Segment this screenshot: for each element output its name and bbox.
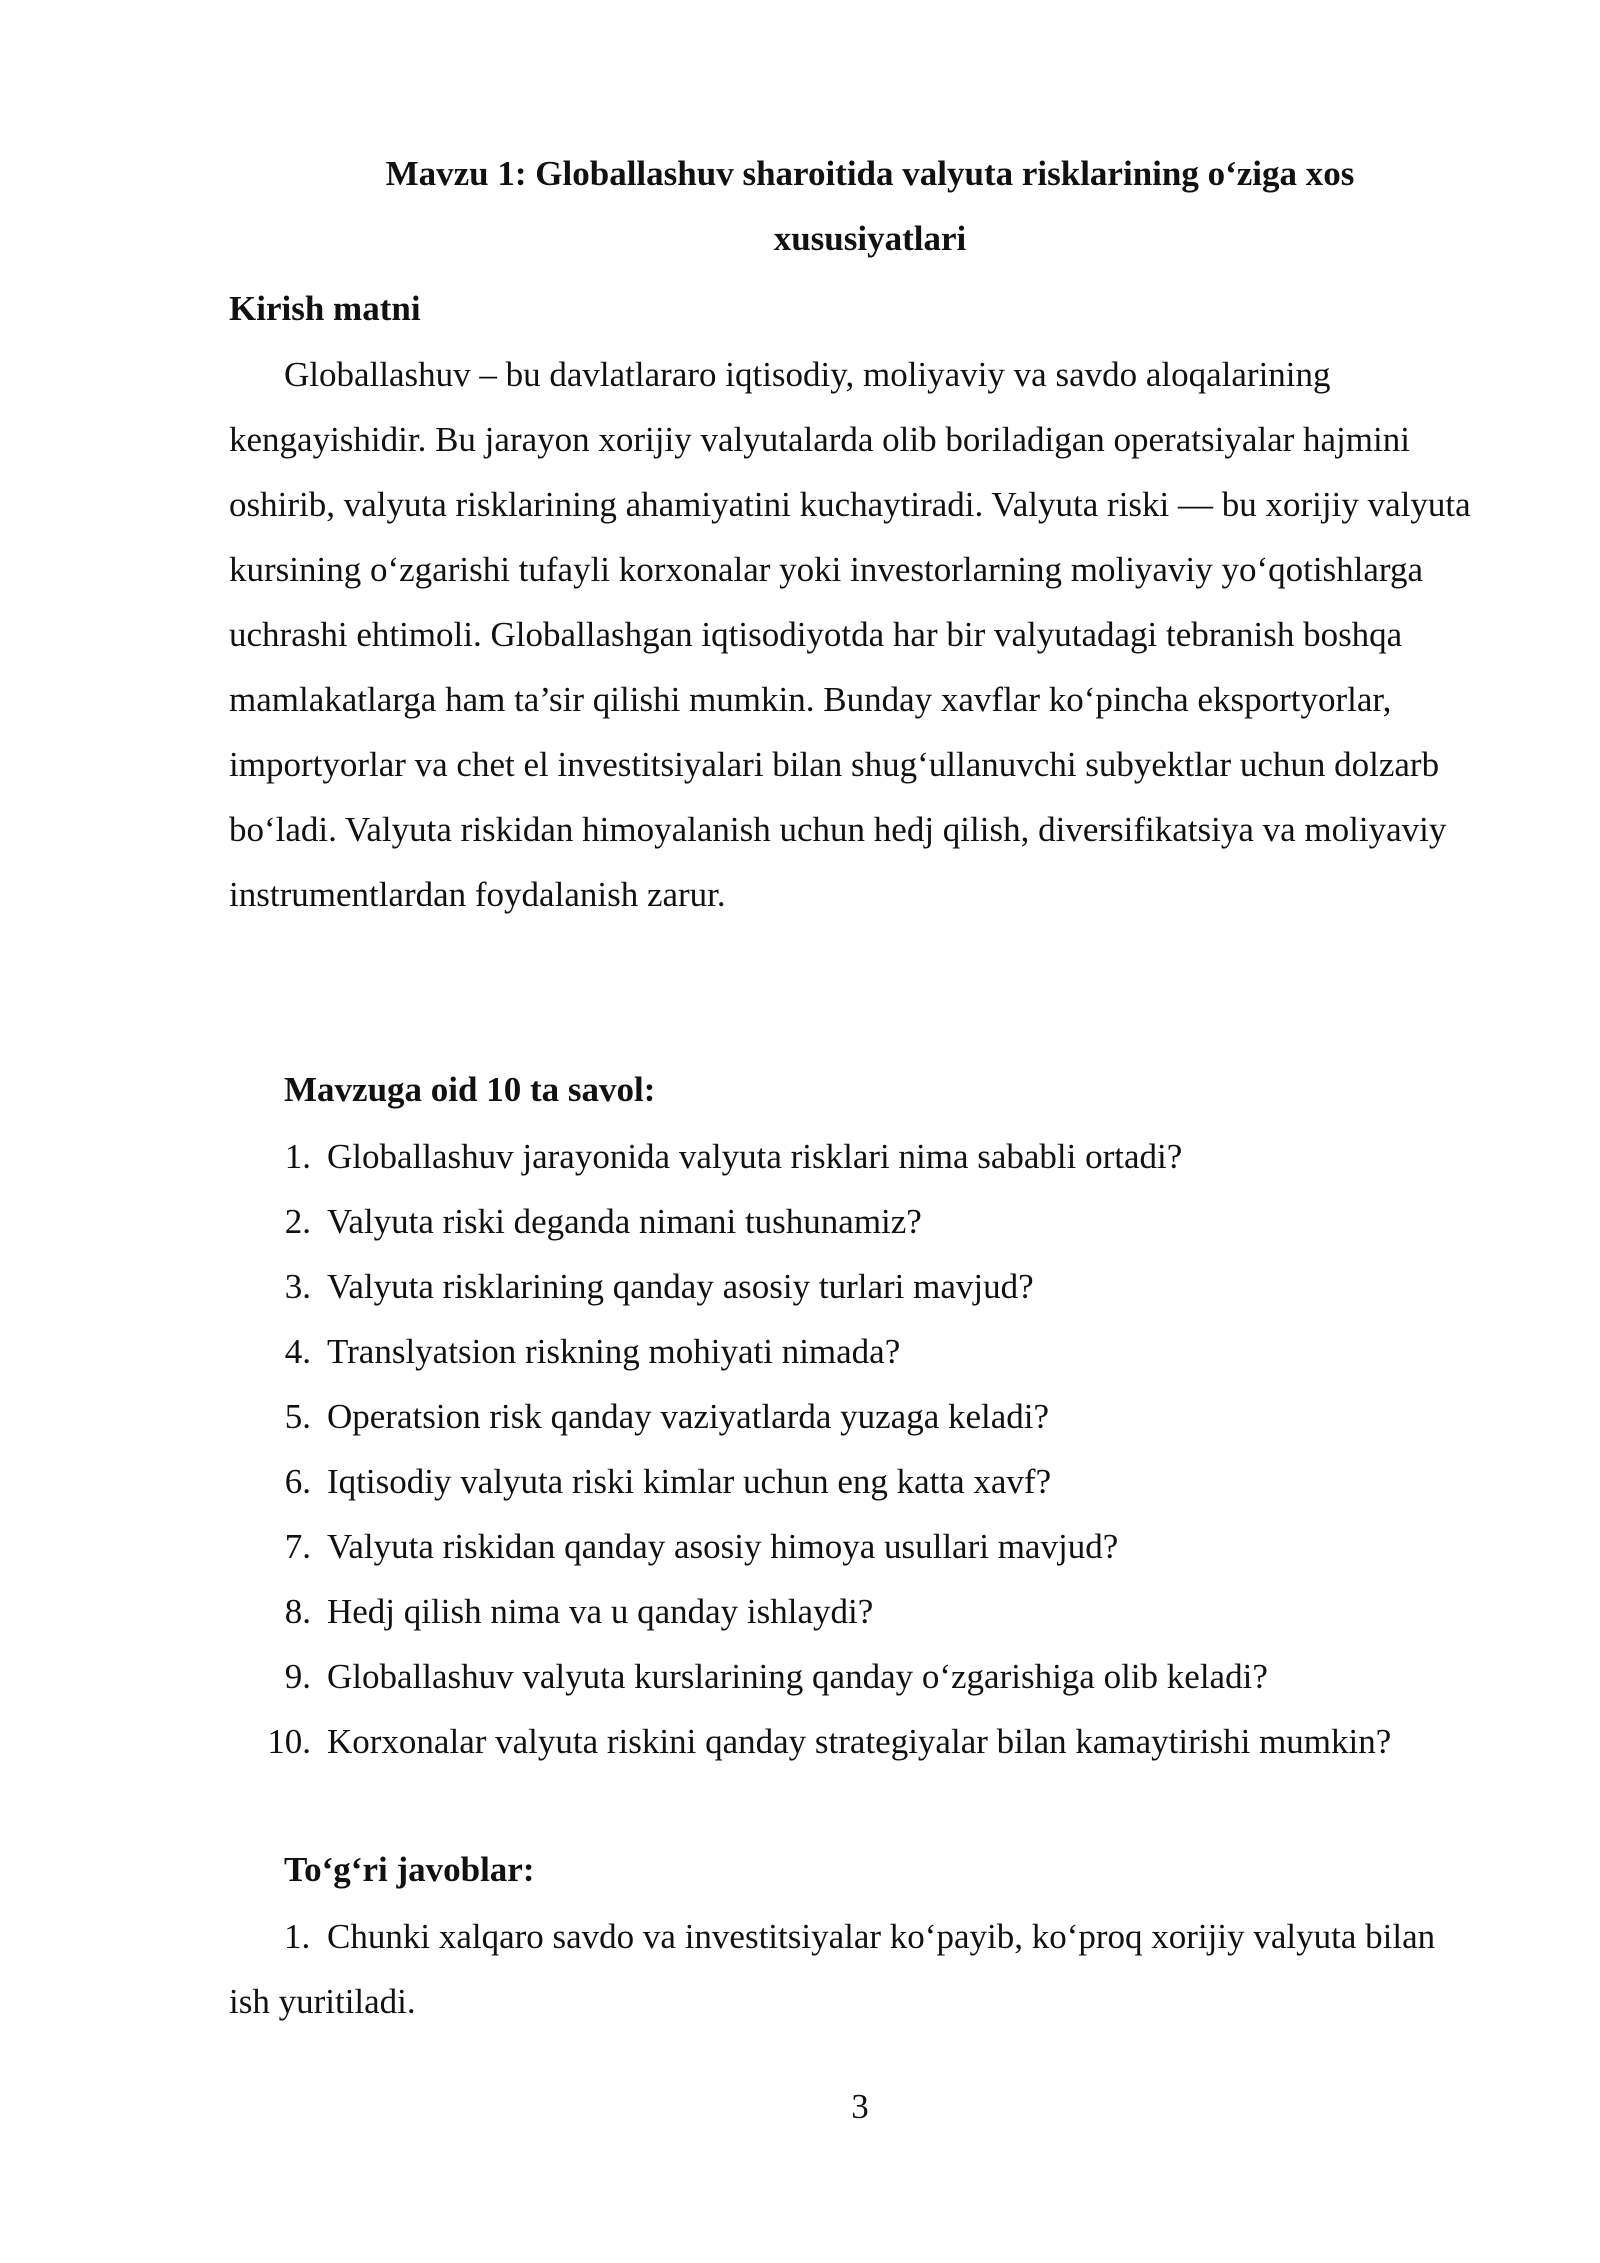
question-item [229, 1189, 1529, 1254]
questions-list [229, 1124, 1529, 1774]
question-item [229, 1254, 1529, 1319]
question-number: 10. [267, 1722, 311, 1761]
question-text: Valyuta risklarining qanday asosiy turlari mavjud? [327, 1267, 1034, 1306]
question-text: Valyuta riski deganda nimani tushunamiz? [327, 1202, 922, 1241]
answer-item [229, 1904, 1479, 2034]
question-text: Valyuta riskidan qanday asosiy himoya usullari mavjud? [327, 1527, 1119, 1566]
question-number: 5. [284, 1397, 311, 1436]
answer-text: Chunki xalqaro savdo va investitsiyalar ko‘payib, ko‘proq xorijiy valyuta bilan ish yuritiladi. [229, 1917, 1436, 2021]
question-number: 7. [284, 1527, 311, 1566]
answer-number: 1. [284, 1917, 311, 1956]
questions-heading: Mavzuga oid 10 ta savol: [284, 1070, 656, 1109]
question-number: 6. [284, 1462, 311, 1501]
page-title-line-1: Mavzu 1: Globallashuv sharoitida valyuta risklarining o‘ziga xos [385, 154, 1355, 193]
intro-paragraph: Globallashuv – bu davlatlararo iqtisodiy, moliyaviy va savdo aloqalarining kengayishidir. Bu jarayon xorijiy valyutalarda olib boriladigan operatsiyalar hajmini oshirib, valyuta risklarining ahamiyatini kuchaytiradi. Valyuta riski — bu xorijiy valyuta kursining o‘zgarishi tufayli korxonalar yoki investorlarning moliyaviy yo‘qotishlarga uchrashi ehtimoli. Globallashgan iqtisodiyotda har bir valyutadagi tebranish boshqa mamlakatlarga ham ta’sir qilishi mumkin. Bunday xavflar ko‘pincha eksportyorlar, importyorlar va chet el investitsiyalari bilan shug‘ullanuvchi subyektlar uchun dolzarb bo‘ladi. Valyuta riskidan himoyalanish uchun hedj qilish, diversifikatsiya va moliyaviy instrumentlardan foydalanish zarur. [229, 355, 1471, 914]
question-text: Operatsion risk qanday vaziyatlarda yuzaga keladi? [327, 1397, 1050, 1436]
page-title-line-2: xususiyatlari [773, 219, 967, 258]
question-number: 2. [284, 1202, 311, 1241]
question-number: 4. [284, 1332, 311, 1371]
question-number: 8. [284, 1592, 311, 1631]
question-text: Iqtisodiy valyuta riski kimlar uchun eng katta xavf? [327, 1462, 1052, 1501]
question-text: Globallashuv valyuta kurslarining qanday o‘zgarishiga olib keladi? [327, 1657, 1268, 1696]
question-number: 1. [284, 1137, 311, 1176]
question-text: Globallashuv jarayonida valyuta risklari nima sababli ortadi? [327, 1137, 1183, 1176]
question-number: 3. [284, 1267, 311, 1306]
answers-heading: To‘g‘ri javoblar: [284, 1850, 535, 1889]
intro-heading: Kirish matni [229, 289, 421, 328]
page-number: 3 [851, 2087, 869, 2126]
question-text: Translyatsion riskning mohiyati nimada? [327, 1332, 901, 1371]
question-text: Korxonalar valyuta riskini qanday strategiyalar bilan kamaytirishi mumkin? [327, 1722, 1392, 1761]
question-text: Hedj qilish nima va u qanday ishlaydi? [327, 1592, 874, 1631]
question-item [229, 1384, 1529, 1449]
question-item [229, 1644, 1529, 1709]
question-item [229, 1449, 1529, 1514]
question-item [229, 1124, 1529, 1189]
question-item [229, 1579, 1529, 1644]
question-number: 9. [284, 1657, 311, 1696]
question-item [229, 1709, 1529, 1774]
question-item [229, 1319, 1529, 1384]
question-item [229, 1514, 1529, 1579]
